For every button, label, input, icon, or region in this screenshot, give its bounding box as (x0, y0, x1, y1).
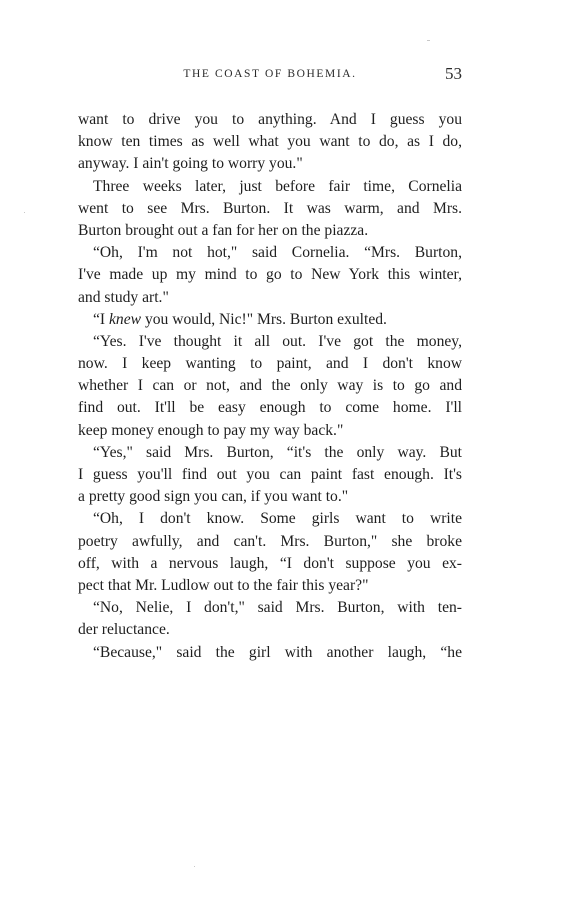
paper-speck (194, 866, 195, 867)
running-title: THE COAST OF BOHEMIA. (183, 68, 357, 80)
paper-speck (427, 40, 430, 41)
text-line: find out. It'll be easy enough to come home. I'll (78, 399, 462, 417)
text-line: “Yes," said Mrs. Burton, “it's the only way. But (93, 443, 462, 461)
text-line: off, with a nervous laugh, “I don't suppose you ex- (78, 554, 462, 572)
text-line: “Yes. I've thought it all out. I've got the money, (93, 332, 462, 350)
text-line: keep money enough to pay my way back." (78, 421, 344, 439)
text-line: whether I can or not, and the only way is to go and (78, 377, 462, 395)
page-number: 53 (445, 64, 462, 83)
text-line: “Oh, I'm not hot," said Cornelia. “Mrs. Burton, (93, 244, 462, 262)
text-line: went to see Mrs. Burton. It was warm, and Mrs. (78, 199, 462, 217)
text-line: pect that Mr. Ludlow out to the fair this year?" (78, 576, 369, 594)
running-head (78, 64, 462, 86)
text-line: a pretty good sign you can, if you want to." (78, 488, 349, 506)
paper-speck (24, 212, 25, 213)
text-line: want to drive you to anything. And I guess you (78, 111, 462, 128)
text-line: know ten times as well what you want to do, as I do, (78, 133, 462, 151)
text-line: Three weeks later, just before fair time, Cornelia (93, 177, 462, 195)
text-line: and study art." (78, 288, 169, 306)
text-line: anyway. I ain't going to worry you." (78, 155, 303, 173)
text-line: der reluctance. (78, 621, 170, 639)
text-line: poetry awfully, and can't. Mrs. Burton," she broke (78, 532, 462, 550)
text-line: Burton brought out a fan for her on the piazza. (78, 221, 369, 239)
text-line: “No, Nelie, I don't," said Mrs. Burton, with ten- (93, 599, 462, 617)
text-line: “Oh, I don't know. Some girls want to write (93, 510, 462, 528)
emphasis: knew (109, 310, 142, 328)
text-line: “Because," said the girl with another laugh, “he (93, 643, 462, 661)
text-line: “I knew you would, Nic!" Mrs. Burton exulted. (93, 310, 387, 328)
text-line: I've made up my mind to go to New York this winter, (78, 266, 462, 284)
text-line: now. I keep wanting to paint, and I don't know (78, 355, 462, 373)
body-text (78, 109, 462, 664)
text-line: I guess you'll find out you can paint fast enough. It's (78, 466, 462, 483)
